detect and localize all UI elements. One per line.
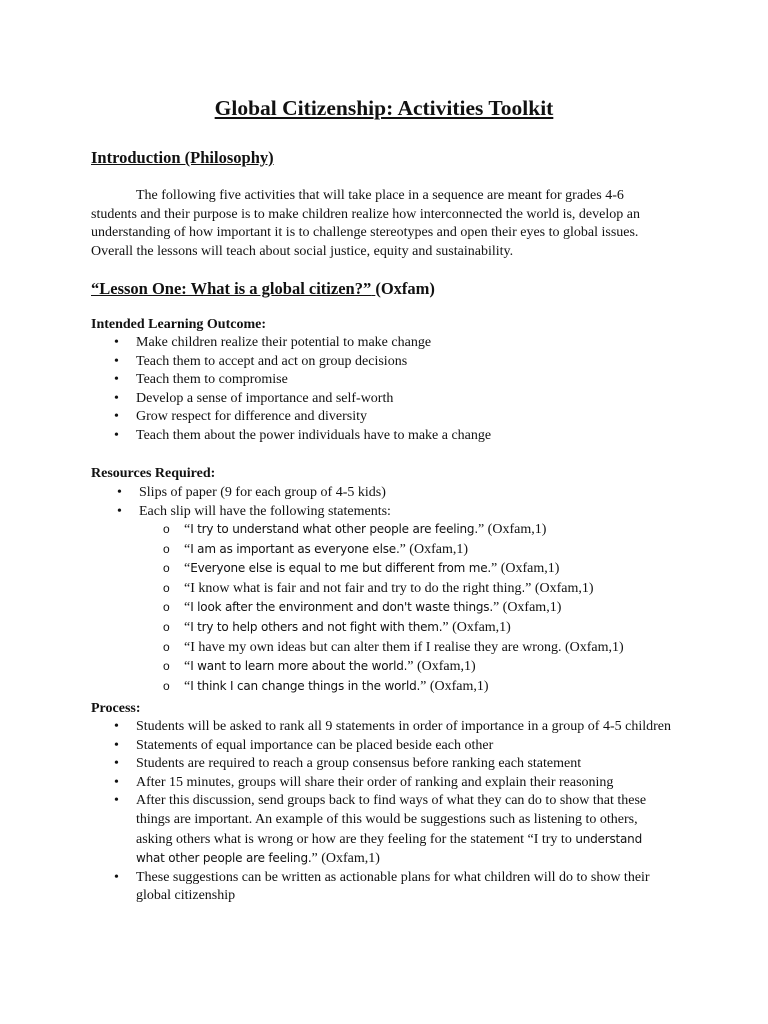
statement-open: “ [184,600,191,616]
document-title: Global Citizenship: Activities Toolkit [214,96,554,120]
outcome-item: • Make children realize their potential to make change [91,334,671,353]
introduction-heading: Introduction (Philosophy) [91,148,274,167]
process-step [91,869,671,906]
statement-item [163,618,683,638]
process-citation: ” (Oxfam,1) [311,851,380,867]
statement-citation: ” (Oxfam,1) [442,619,511,635]
statement-citation: ” (Oxfam,1) [491,561,560,577]
statement-open: “ [184,659,191,675]
outcome-item: • Develop a sense of importance and self-worth [91,390,671,409]
outcome-item: • Teach them about the power individuals have to make a change [91,427,671,446]
process-step [91,755,671,774]
statement-text: Everyone else is equal to me but different from me. [190,561,492,576]
process-quote: understand what other people are feeling. [136,831,643,866]
statement-text: . [521,580,526,595]
statement-text: I am as important as everyone else. [190,541,400,556]
statement-citation: ” (Oxfam,1) [420,678,489,694]
outcome-item: • Teach them to accept and act on group decisions [91,353,671,372]
statement-open: “I know what is fair and not fair and try to do the right thing [184,580,522,596]
process-text: Statements of equal importance can be placed beside each other [136,737,494,753]
introduction-paragraph: The following five activities that will take place in a sequence are meant for grades 4-6 students and their purpose is to make children realize how interconnected the world is, develop an understanding of how important it is to challenge stereotypes and open their eyes to global issues. Overall the lessons will teach about social justice, equity and sustainability. [91,188,640,259]
process-text: Students are required to reach a group consensus before ranking each statement [136,756,582,772]
statement-text: I think I can change things in the world. [190,678,421,693]
statement-open: “ [184,561,191,577]
process-text: These suggestions can be written as actionable plans for what children will do to show their global citizenship [136,869,650,904]
statement-item [163,657,683,677]
resource-item: • Slips of paper (9 for each group of 4-5 kids) [94,484,674,503]
statement-open: “ [184,619,191,635]
statement-item [163,677,683,697]
statement-text: I try to help others and not fight with them. [190,619,443,634]
statement-item [163,579,683,599]
lesson-one-heading [91,279,435,299]
process-step [91,792,671,868]
resource-item: • Each slip will have the following statements: [94,503,674,522]
process-list [91,718,671,906]
statement-text: I want to learn more about the world. [190,659,408,674]
statement-text: I look after the environment and don't waste things. [190,600,493,615]
outcome-list [91,334,671,446]
process-label: Process: [91,701,141,716]
statement-text: I try to understand what other people are feeling. [190,522,478,536]
statement-citation: ” (Oxfam,1) [399,541,469,557]
process-text: Students will be asked to rank all 9 statements in order of importance in a group of 4-5 children [136,719,671,734]
outcome-item: • Teach them to compromise [91,371,671,390]
statement-citation: ” (Oxfam,1) [407,659,476,675]
statement-item [163,540,683,560]
process-step [91,737,671,756]
statement-open: “ [184,522,191,537]
statement-item [163,559,683,579]
process-step [91,718,671,737]
statement-citation: ” (Oxfam,1) [492,600,562,616]
statement-open: “I have my own ideas but can alter them if I realise they are wrong. (Oxfam,1) [184,639,624,655]
statement-citation: ” (Oxfam,1) [477,522,547,537]
lesson-one-title: “Lesson One: What is a global citizen?” [91,279,372,298]
lesson-one-source: (Oxfam) [375,279,435,298]
outcome-item: • Grow respect for difference and diversity [91,408,671,427]
statement-citation: ” (Oxfam,1) [525,580,594,596]
statement-item [163,638,683,658]
statement-item [163,598,683,618]
resources-required-label: Resources Required: [91,466,216,481]
process-step [91,774,671,793]
statement-item [163,520,683,540]
resources-list [94,484,674,521]
statement-open: “ [184,541,191,557]
intended-learning-outcome-label: Intended Learning Outcome: [91,317,266,332]
statement-open: “ [184,678,191,694]
process-text: After this discussion, send groups back to find ways of what they can do to show that these things are important. An example of this would be suggestions such as listening to others, asking others what is wrong or how are they feeling for the statement “I try to [136,793,647,847]
process-text: After 15 minutes, groups will share their order of ranking and explain their reasoning [136,774,614,790]
statement-list [163,520,683,696]
